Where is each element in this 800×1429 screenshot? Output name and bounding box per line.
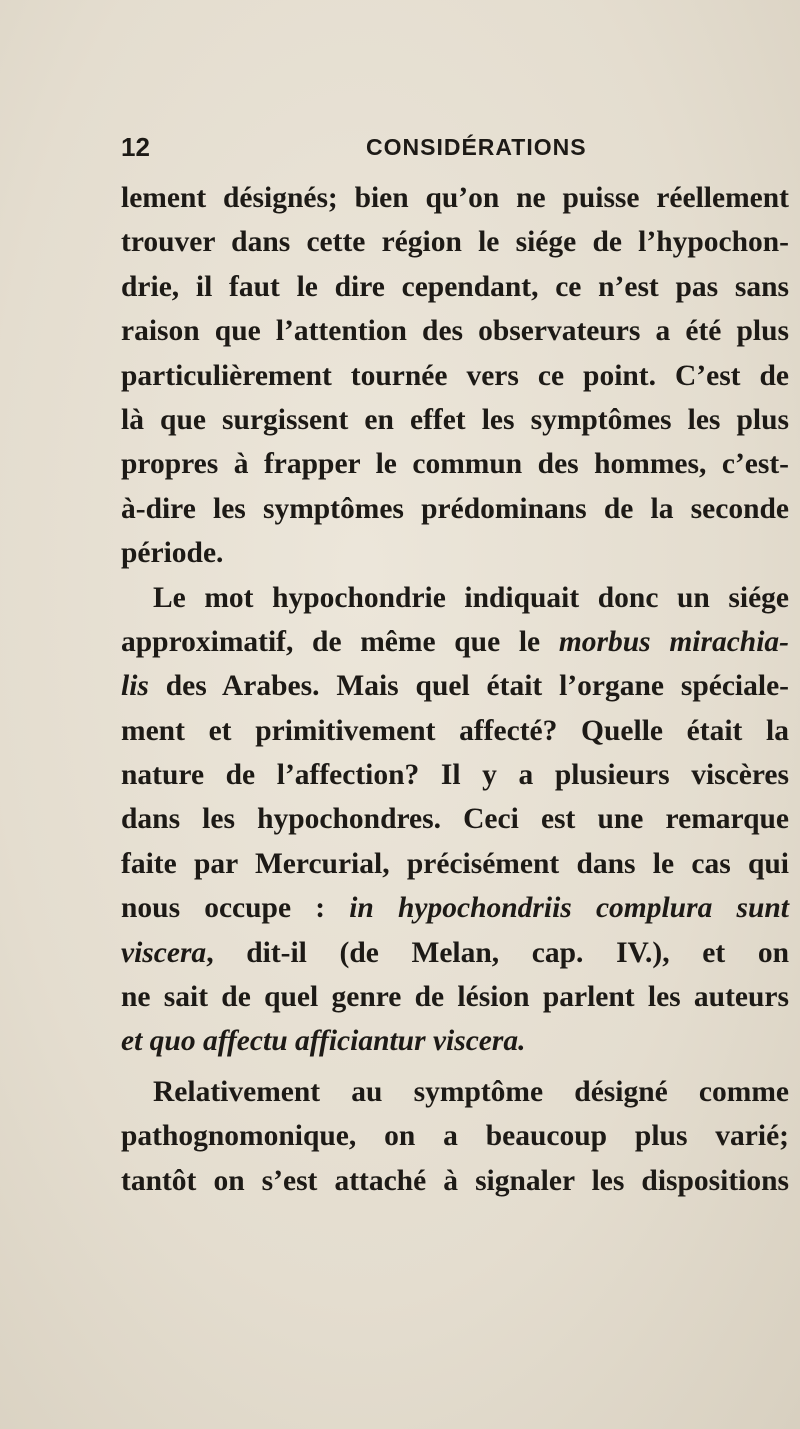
italic-run: viscera <box>121 936 207 969</box>
text-line: pathognomonique, on a beaucoup plus varié; <box>121 1120 789 1153</box>
text-run: nous occupe : <box>121 892 350 925</box>
body-text <box>121 176 789 1203</box>
text-line: propres à frapper le commun des hommes, c’est- <box>121 448 789 481</box>
text-line: dans les hypochondres. Ceci est une remarque <box>121 803 789 836</box>
text-line: ne sait de quel genre de lésion parlent les auteurs <box>121 981 789 1014</box>
text-line: à-dire les symptômes prédominans de la seconde <box>121 492 789 525</box>
page-number: 12 <box>121 132 150 162</box>
text-line: faite par Mercurial, précisément dans le cas qui <box>121 847 789 880</box>
text-line: particulièrement tournée vers ce point. C’est de <box>121 359 789 392</box>
running-head <box>121 132 789 168</box>
italic-run: morbus mirachia- <box>558 625 789 658</box>
text-line: ment et primitivement affecté? Quelle était la <box>121 714 789 747</box>
text-run: approximatif, de même que le <box>121 625 559 658</box>
text-line <box>121 664 789 708</box>
text-line: raison que l’attention des observateurs a été plus <box>121 315 789 348</box>
text-run: des Arabes. Mais quel était l’organe spéciale- <box>148 670 789 703</box>
text-line: Le mot hypochondrie indiquait donc un siége <box>153 581 789 614</box>
text-line: trouver dans cette région le siége de l’hypochon- <box>121 226 789 259</box>
text-line: tantôt on s’est attaché à signaler les dispositions <box>121 1164 789 1197</box>
text-line <box>121 1019 789 1063</box>
text-line <box>121 931 789 975</box>
page-header-title: CONSIDÉRATIONS <box>366 134 587 160</box>
text-line: période. <box>121 537 224 570</box>
text-line: Relativement au symptôme désigné comme <box>153 1075 789 1108</box>
italic-run: in hypochondriis complura sunt <box>349 892 789 925</box>
text-line: drie, il faut le dire cependant, ce n’est pas sans <box>121 270 789 303</box>
text-line: là que surgissent en effet les symptômes les plus <box>121 403 789 436</box>
text-line: nature de l’affection? Il y a plusieurs viscères <box>121 759 789 792</box>
text-line <box>121 886 789 930</box>
text-line: lement désignés; bien qu’on ne puisse réellement <box>121 182 789 214</box>
text-run: , dit-il (de Melan, cap. IV.), et on <box>206 936 789 969</box>
italic-run: lis <box>121 670 149 703</box>
italic-run: et quo affectu afficiantur viscera. <box>121 1025 526 1058</box>
text-line <box>121 620 789 664</box>
